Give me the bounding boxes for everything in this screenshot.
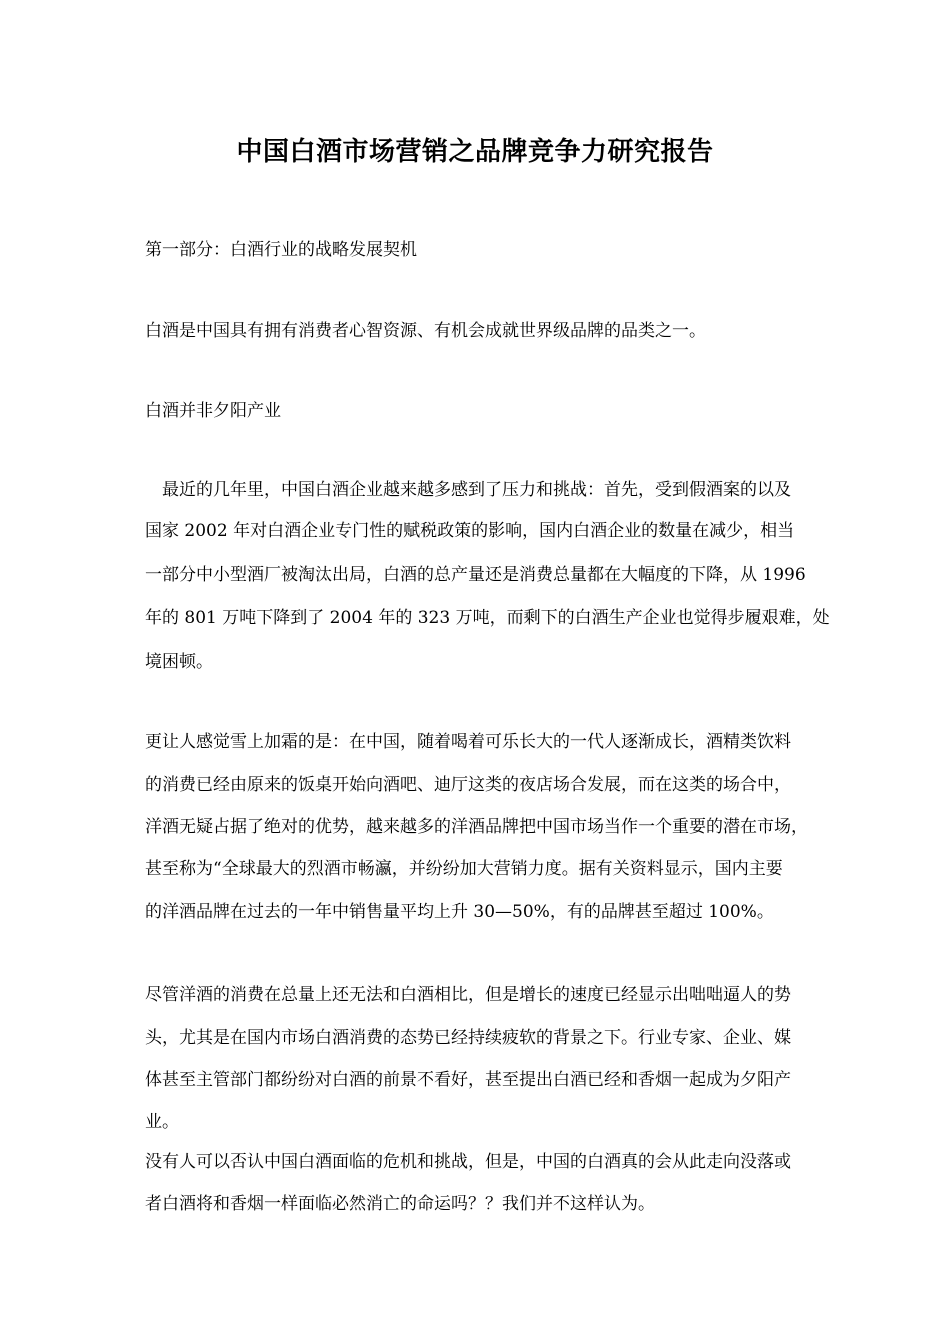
paragraph-line: 的消费已经由原来的饭桌开始向酒吧、迪厅这类的夜店场合发展，而在这类的场合中， [145,775,791,795]
paragraph-line: 尽管洋酒的消费在总量上还无法和白酒相比，但是增长的速度已经显示出咄咄逼人的势 [145,985,791,1005]
paragraph-line: 者白酒将和香烟一样面临必然消亡的命运吗？？我们并不这样认为。 [145,1194,655,1214]
paragraph-line: 更让人感觉雪上加霜的是：在中国，随着喝着可乐长大的一代人逐渐成长，酒精类饮料 [145,732,791,752]
subheading: 白酒并非夕阳产业 [145,401,281,421]
section-heading: 第一部分：白酒行业的战略发展契机 [145,240,417,260]
paragraph-line: 没有人可以否认中国白酒面临的危机和挑战，但是，中国的白酒真的会从此走向没落或 [145,1152,791,1172]
paragraph-line: 洋酒无疑占据了绝对的优势，越来越多的洋酒品牌把中国市场当作一个重要的潜在市场， [145,817,808,837]
paragraph-line: 业。 [145,1112,179,1132]
paragraph-line: 最近的几年里，中国白酒企业越来越多感到了压力和挑战：首先，受到假酒案的以及 [162,480,791,500]
document-title: 中国白酒市场营销之品牌竞争力研究报告 [236,137,714,167]
paragraph-line: 一部分中小型酒厂被淘汰出局，白酒的总产量还是消费总量都在大幅度的下降，从 1996 [145,565,806,585]
paragraph-line: 国家 2002 年对白酒企业专门性的赋税政策的影响，国内白酒企业的数量在减少，相当 [145,521,795,541]
paragraph-line: 头，尤其是在国内市场白酒消费的态势已经持续疲软的背景之下。行业专家、企业、媒 [145,1028,791,1048]
paragraph-line: 年的 801 万吨下降到了 2004 年的 323 万吨，而剩下的白酒生产企业也觉得步履艰难，处 [145,608,830,628]
paragraph-line: 的洋酒品牌在过去的一年中销售量平均上升 30—50%，有的品牌甚至超过 100%。 [145,902,774,922]
paragraph-line: 境困顿。 [145,652,213,672]
paragraph-line: 白酒是中国具有拥有消费者心智资源、有机会成就世界级品牌的品类之一。 [145,321,706,341]
paragraph-line: 甚至称为“全球最大的烈酒市畅瀛，并纷纷加大营销力度。据有关资料显示，国内主要 [145,859,783,879]
paragraph-line: 体甚至主管部门都纷纷对白酒的前景不看好，甚至提出白酒已经和香烟一起成为夕阳产 [145,1070,791,1090]
